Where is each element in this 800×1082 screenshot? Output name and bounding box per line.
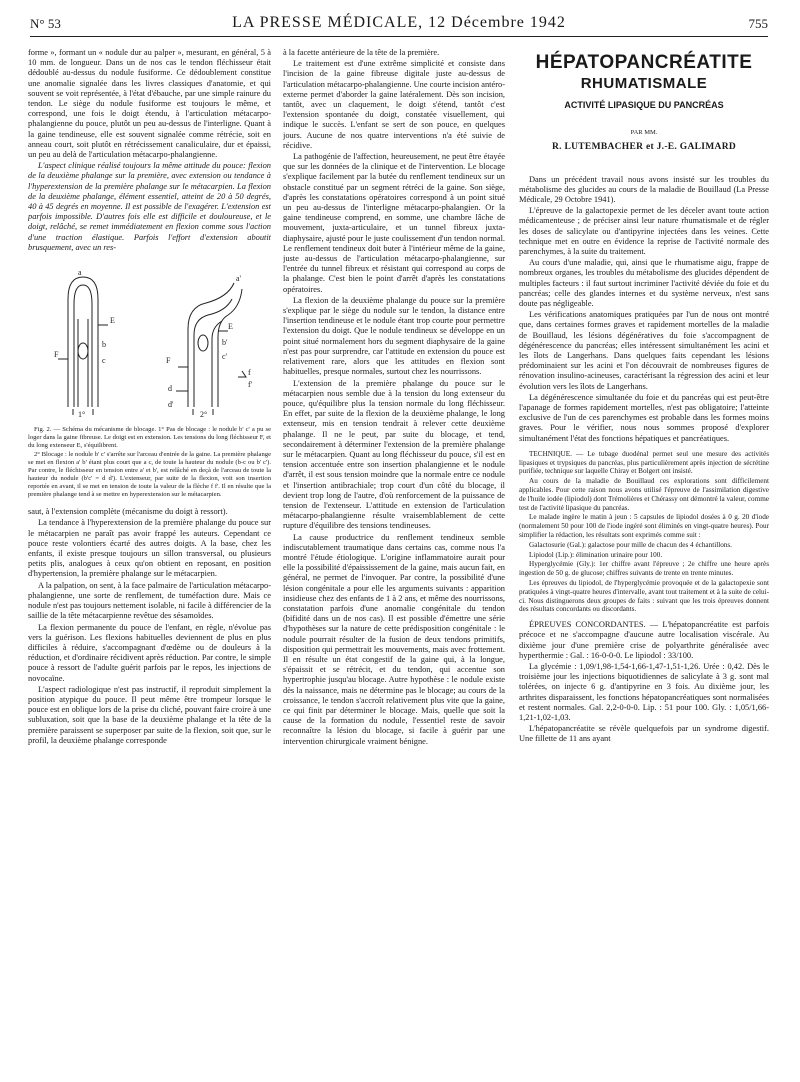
byline-par: PAR MM.: [630, 129, 658, 137]
figure-caption: [28, 426, 271, 499]
article-title-line2: RHUMATISMALE: [580, 75, 708, 92]
paragraph: La flexion de la deuxième phalange du pouce sur la première s'explique par le siège du nodule sur le tendon, la distance entre l'insertion tendineuse et le nodule étant trop courte pour permettre l'extension du doigt. Que le nodule tendineux se développe en un point situé normalement hors du segment diaphysaire de la gaine n'est pas pour surprendre, car l'attitude en extension du pouce est relativement rare, alors que les attitudes en flexion sont habituelles, presque normales, surtout chez les nourrissons.: [283, 295, 505, 377]
paragraph: La glycémie : 1,09/1,98-1,54-1,66-1,47-1,51-1,26. Urée : 0,42. Dès le troisième jour les injections biquotidiennes de salicylate à 3 g. sont mal tolérées, on injecte 6 g. d'antipyrine en 3 fois. Au dixième jour, les arthrites disparaissent, les fonctions hépatopancréatiques sont normalisées et restent normales. Gal. 2,2-0-0-0. Lip. : 51 pour 100. Gly. : 1,05/1,66-1,21-1,02-1,03.: [519, 662, 769, 723]
svg-text:d': d': [168, 400, 174, 410]
svg-text:E: E: [228, 322, 233, 332]
paragraph: TECHNIQUE. — Le tubage duodénal permet seul une mesure des activités lipasiques et trypsiques du pancréas, plus particulièrement après injection de sécrétine purifiée, technique sur laquelle Chiray et Bolgert ont insisté.: [519, 449, 769, 476]
paragraph: Galactosurie (Gal.): galactose pour mille de chacun des 4 échantillons.: [529, 540, 732, 549]
svg-text:d: d: [168, 384, 172, 394]
column-2: [283, 48, 505, 1078]
paragraph: Le malade ingère le matin à jeun : 5 capsules de lipiodol dosées à 0 g. 20 d'iode (normalement 50 pour 100 de l'iode ingéré sont éliminés en vingt-quatre heures). Pour simplifier la rédaction, les résultats sont exprimés comme suit :: [519, 513, 769, 540]
paragraph: Hyperglycémie (Gly.): 1er chiffre avant l'épreuve ; 2e chiffre une heure après ingestion de 50 g. de glucose; chiffres suivants de trente en trente minutes.: [519, 560, 769, 578]
svg-text:c': c': [222, 352, 227, 362]
page-header: [30, 14, 768, 34]
issue-number: N° 53: [30, 16, 61, 31]
paragraph: Les épreuves du lipiodol, de l'hyperglycémie provoquée et de la galactopexie sont pratiquées à vingt-quatre heures d'intervalle, avant tout traitement et à la suite de celui-ci. Nous distinguerons deux groupes de faits : suivant que les trois épreuves donnent des résultats concordants ou discordants.: [519, 579, 769, 614]
paragraph: La tendance à l'hyperextension de la première phalange du pouce sur le métacarpien ne paraît pas avoir frappé les auteurs. Cependant ce pouce reste volontiers écarté des autres doigts. A la base, chez les enfants, il existe presque toujours un sillon transversal, ou plusieurs petits plis, analogues à ceux qu'on obtient en reposant, en position d'hypertension, la première phalange sur le métacarpien.: [28, 518, 271, 579]
caption-part: Fig. 2. — Schéma du mécanisme de blocage. 1° Pas de blocage : le nodule b' c' a pu se loger dans la gaine fibreuse. Le doigt est en extension. Les tensions du long fléchisseur F, et du long extenseur E, s'équilibrent.: [28, 426, 271, 450]
page-number: 755: [748, 16, 768, 31]
svg-text:a: a: [78, 268, 82, 278]
paragraph: à la facette antérieure de la tête de la première.: [283, 48, 440, 57]
paragraph: Au cours d'une maladie, qui, ainsi que le rhumatisme aigu, frappe de nombreux organes, les troubles du métabolisme des glucides dépendent de multiples facteurs : il faut surtout incriminer l'activité déviée du foie et du pancréas; celle des glandes internes et du système nerveux, n'est sans doute pas négligeable.: [519, 258, 769, 309]
svg-text:F: F: [166, 356, 171, 366]
figure-diagram: [28, 259, 271, 422]
paragraph: L'aspect clinique réalisé toujours la même attitude du pouce: flexion de la deuxième phalange sur la première, avec extension ou tendance à l'hyperextension de la première phalange sur le métacarpien. La flexion de la deuxième phalange, élément essentiel, atteint de 20 à 50 degrés, 40 à 45 degrés en moyenne. Il est possible de l'exagérer. L'extension est parfois impossible. D'autres fois elle est difficile et douloureuse, et le doigt, relâché, se remet immédiatement en flexion comme sous l'action d'une traction élastique. Parfois l'effort d'extension aboutit brusquement, avec un res-: [28, 161, 271, 252]
paragraph: La dégénérescence simultanée du foie et du pancréas qui est peut-être l'apanage de formes rapidement mortelles, n'est pas obligatoire; l'atteinte exclusive de l'un de ces parenchymes est probable dans les formes moins graves. Pour le vérifier, nous nous sommes proposé d'explorer simultanément l'état des fonctions hépatiques et pancréatiques.: [519, 392, 769, 443]
paragraph: La cause productrice du renflement tendineux semble indiscutablement traumatique dans certains cas, comme nous l'a montré l'étude étiologique. L'origine inflammatoire aurait pour elle la possibilité d'épaississement de la gaine, mais aucun fait, en général, ne permet de l'invoquer. Par contre, la possibilité d'une lésion congénitale a pour elle les arguments suivants : apparition insidieuse chez des enfants de 1 à 2 ans, et même des nourrissons, constatation parfois d'une anomalie congénitale du tendon (bifidité dans un de nos cas). Il est possible d'émettre une série d'hypothèses sur la nature de cette prédisposition congénitale : le nodule pourrait résulter de la fusion de deux tendons primitifs, disposition qui permettrait les mouvements, mais avec frottement. Il en résulte un état congestif de la gaine qui, à la longue, s'épaissit et se rétrécit, et du tendon, qui accentue son hypertrophie jusqu'au blocage. Autre hypothèse : le nodule existe dès la naissance, mais ne détermine pas le blocage; au cours de la croissance, le tendon s'accroît relativement plus vite que la gaine, ce qui finit par déterminer le blocage. Mais, quelle que soit la cause de la formation du nodule, l'essentiel reste de savoir reconnaître la lésion du blocage, si facile à guérir par une intervention chirurgicale vraiment bénigne.: [283, 532, 505, 746]
paragraph: Lipiodol (Lip.): élimination urinaire pour 100.: [529, 550, 663, 559]
svg-text:a': a': [236, 274, 241, 284]
paragraph: forme », formant un « nodule dur au palper », mesurant, en général, 5 à 10 mm. de longueur. Dans un de nos cas le tendon fléchisseur était dédoublé au-dessus du nodule fusiforme. Ce dédoublement constitue une anomalie signalée dans les livres classiques d'anatomie, et qui souvent se voit représentée, à l'état d'ébauche, par une simple rainure du tendon. Le siège du nodule fusiforme est toujours le même, et correspond, une fois le doigt étendu, à l'articulation métacarpo-phalangienne du pouce, plutôt un peu au-dessus de l'interligne. Quant à la gaine tendineuse, elle est souvent signalée comme rétrécie, soit en anneau court, soit plutôt en rétrécissement canaliculaire, dur et épaissi, un peu au delà de l'articulation métacarpo-phalangienne.: [28, 48, 271, 160]
article-subtitle: ACTIVITÉ LIPASIQUE DU PANCRÉAS: [564, 100, 724, 110]
column-1: [28, 48, 271, 1078]
svg-text:f: f: [248, 368, 251, 378]
svg-text:E: E: [110, 316, 115, 326]
paragraph: Au cours de la maladie de Bouillaud ces explorations sont difficilement applicables. Pour cette raison nous avons utilisé l'épreuve de l'assimilation digestive de l'huile iodée (lipiodol) dont Trémolières et Chérassy ont démontré la valeur, comme test de l'activité lipasique du pancréas.: [519, 477, 769, 512]
paragraph: L'extension de la première phalange du pouce sur le métacarpien nous semble due à la tension du long extenseur du pouce, qu'équilibre plus la tension normale du long fléchisseur. En effet, par suite de la flexion de la deuxième phalange, le long extenseur, mis en tension tendrait à relever cette deuxième phalange. Il ne le peut, par suite du blocage, et tend, secondairement à déterminer l'extension de la première phalange sur le métacarpien. Quant au long fléchisseur du pouce, s'il est en tension accentuée entre son insertion phalangienne et le nodule d'arrêt, il est sous tension moindre que la normale entre ce nodule et l'insertion antibrachiale; trop court d'un côté du blocage, il devient trop long de l'autre, d'où renforcement de la puissance de tension de l'extenseur. L'attitude en extension de l'articulation métacarpo-phalangienne résulte vraisemblablement de cette rupture d'équilibre des tensions tendineuses.: [283, 378, 505, 531]
paragraph: A la palpation, on sent, à la face palmaire de l'articulation métacarpo-phalangienne, une sorte de renflement, de tuméfaction dure. Mais ce nodule n'est pas toujours nettement isolable, ni facile à différencier de la saillie de la tête métacarpienne revêtue des sésamoïdes.: [28, 580, 271, 621]
column-3: [519, 48, 769, 1078]
paragraph: La flexion permanente du pouce de l'enfant, en règle, n'évolue pas vers la guérison. Les flexions habituelles deviennent de plus en plus difficiles à réduire, s'accompagnant d'œdème ou de douleurs à la réduction, et d'ordinaire récidivent après réduction. Par contre, le simple pouce à ressort de l'adulte guérit parfois par le repos, les injections de novocaïne.: [28, 622, 271, 683]
paragraph: ÉPREUVES CONCORDANTES. — L'hépatopancréatite est parfois précoce et ne s'accompagne d'aucune autre localisation viscérale. Au dixième jour d'une première crise de polyarthrite généralisée avec hyperthermie : Gal. : 16-0-0-0. Le lipiodol : 33/100.: [519, 620, 769, 660]
paragraph: Dans un précédent travail nous avons insisté sur les troubles du métabolisme des glucides au cours de la maladie de Bouillaud (La Presse Médicale, 29 Octobre 1941).: [519, 174, 769, 205]
paragraph: Les vérifications anatomiques pratiquées par l'un de nous ont montré que, dans certaines formes graves et rapidement mortelles de la maladie de Bouillaud, les lésions dégénératives du foie s'accompagnent de dégénérescence du pancréas; elles intéressent simultanément les acini et les îlots de Langerhans. Dans quelques faits cependant les lésions prédominaient sur les acini et l'on découvrait de nombreuses figures de rénovation insulino-acineuses, caractérisant la régression des acini et leur évolution vers les îlots de Langerhans.: [519, 310, 769, 391]
fig-label-2: 2°: [200, 410, 208, 420]
header-rule: [30, 36, 768, 37]
paragraph: La pathogénie de l'affection, heureusement, ne peut être étayée que sur les données de la clinique et de l'intervention. Le blocage s'explique facilement par la butée du renflement tendineux sur un obstacle constitué par un segment rétréci de la gaine. Son siège, d'après les constatations opératoires correspond à un point situé un peu au-dessus de l'interligne métacarpo-phalangien. Or la gaine tendineuse comprend, en somme, une chambre lâche de mouvement, juxta-articulaire, et un tunnel fibreux juxta-diaphysaire, ajusté pour le juste coulissement d'un tendon normal. Le renflement tendineux doit buter à l'intérieur même de la gaine, juste au-dessus de l'articulation métacarpo-phalangienne, sur l'entrée du tunnel fibreux et résistant qui correspond au corps de la phalange. C'est bien le point d'arrêt d'après les constatations opératoires.: [283, 152, 505, 294]
paragraph: L'aspect radiologique n'est pas instructif, il reproduit simplement la position atypique du pouce. Il peut même être trompeur lorsque le pouce est en oblique lors de la prise du cliché, pouvant faire croire à une subluxation, soit que la base de la deuxième phalange et la tête de la première paraissent se superposer par suite de la flexion, soit que, sur le profil, la deuxième phalange corresponde: [28, 684, 271, 745]
svg-text:b: b: [102, 340, 106, 350]
svg-text:b': b': [222, 338, 228, 348]
paragraph: Le traitement est d'une extrême simplicité et consiste dans l'incision de la gaine fibreuse digitale juste au-dessus de l'articulation métacarpo-phalangienne. Une courte incision antéro-externe permet d'aborder la gaine latéralement. Dès son incision, tantôt, avec un claquement, le doigt s'étend, tantôt c'est l'extension spontanée du doigt, constatée visuellement, qui indique le succès. L'enfant se sert de son pouce, en quelques jours. Aucune de nos quatre interventions n'a été suivie de récidive.: [283, 59, 505, 150]
tendon-schema-svg: [28, 259, 271, 419]
article-title: HÉPATOPANCRÉATITE: [535, 52, 753, 73]
caption-part: 2° Blocage : le nodule b' c' s'arrête sur l'arceau d'entrée de la gaine. La première phalange se met en flexion a' b' étant plus court que a c, de toute la hauteur du nodule (b-c ou b' c'). Par contre, le fléchisseur en tension entre a' et b', est relâché en deçà de l'arceau de toute la hauteur du nodule (b'c' = d d'). L'extenseur, par suite de la flexion, voit son insertion reportée en avant, il se met en tension de toute la valeur de la flèche f f'. Il en résulte que la première phalange tend à se mettre en hyperextension sur le métacarpien.: [28, 451, 271, 499]
technique-section: [519, 450, 769, 614]
paragraph: L'épreuve de la galactopexie permet de les déceler avant toute action médicamenteuse ; de préciser ainsi leur nature rhumatismale et de régler les doses de salicylate ou d'antipyrine injectées dans les veines. Cette technique met en outre en évidence la reprise de l'activité normale des parenchymes, à la suite du traitement.: [519, 206, 769, 257]
fig-label-1: 1°: [78, 410, 86, 420]
svg-text:c: c: [102, 356, 106, 366]
svg-text:F: F: [54, 350, 59, 360]
article-authors: R. LUTEMBACHER et J.-E. GALIMARD: [551, 142, 737, 153]
svg-text:f': f': [248, 380, 253, 390]
paragraph: L'hépatopancréatite se révèle quelquefois par un syndrome digestif. Une fillette de 11 ans ayant: [519, 724, 769, 744]
journal-title: LA PRESSE MÉDICALE, 12 Décembre 1942: [232, 14, 566, 31]
paragraph: saut, à l'extension complète (mécanisme du doigt à ressort).: [28, 507, 228, 517]
